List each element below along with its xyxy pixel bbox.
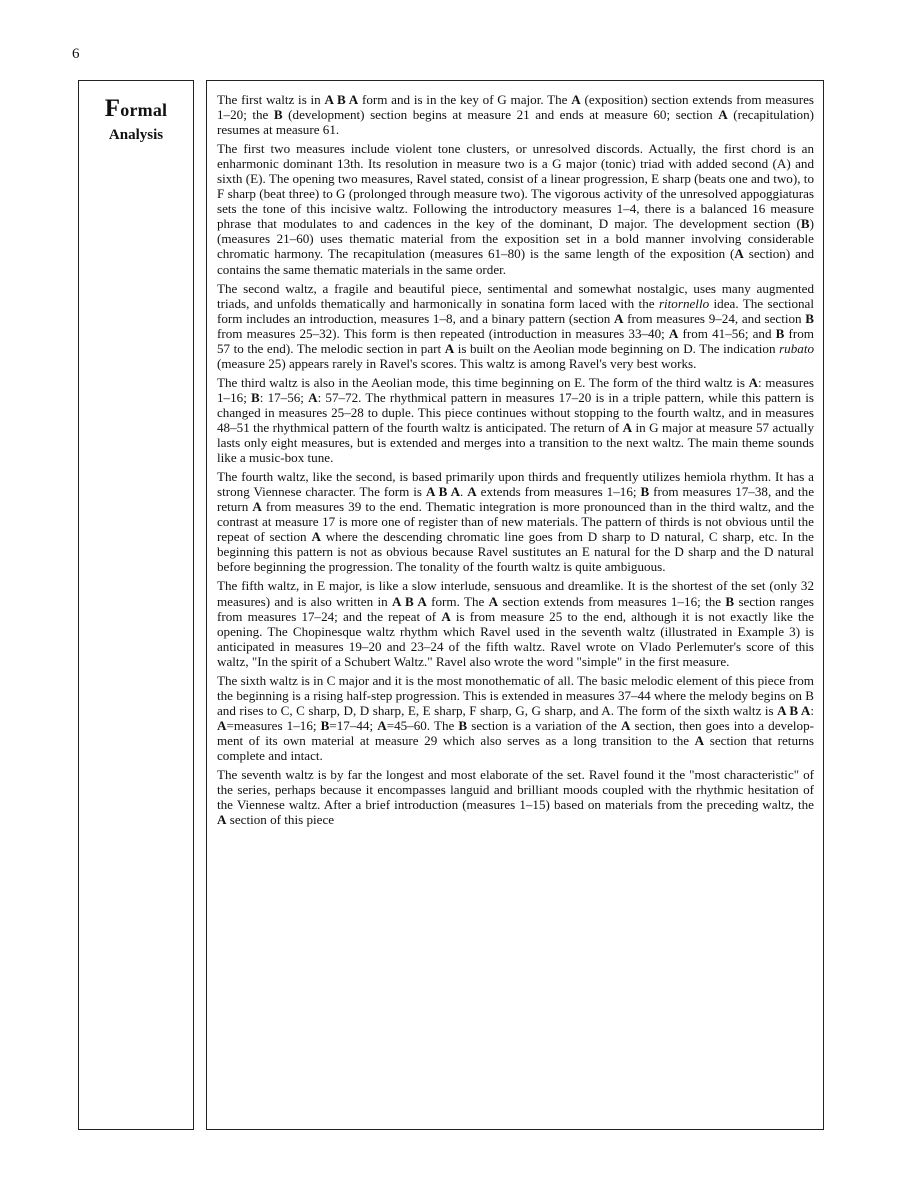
text-run: The fourth waltz, like the second, is based primarily upon thirds and frequently utilizes hemiola rhythm. It has a strong Viennese character. The form is [217,469,814,500]
bold-text: A B A [425,484,461,500]
bold-text: A [748,374,759,390]
text-run: from measures 9–24, and section [623,310,806,326]
bold-text: A [377,717,387,733]
sidebar-heading-box [78,80,194,1130]
text-run: : measures 1–16; [217,374,814,405]
paragraph [217,92,814,137]
text-run: : 17–56; [259,389,309,405]
text-run: from measures 17–38, and the return [217,484,815,515]
analysis-text-box [206,80,824,1130]
italic-text: rubato [779,340,814,356]
bold-text: A [217,717,227,733]
text-run: (development) section begins at measure 21 and ends at measure 60; section [282,107,719,123]
text-run: : 57–72. The rhythmical pattern in measures 17–20 is in a triple pattern, while this pattern is changed in measures 25–28 to duple. This piece continues without stopping to the fourth waltz, and in measures 48–51 the rhythmical pattern of the fourth waltz is anticipated. The return of [217,389,815,435]
text-run: =17–44; [329,717,378,733]
text-run: The sixth waltz is in C major and it is the most monothematic of all. The basic melodic element of this piece from the beginning is a rising half-step progression. This is extended in measures 37–44 where the melody begins on B and rises to C, C sharp, D, D sharp, E, E sharp, F sharp, G, G sharp, and A. The form of the sixth waltz is [217,672,814,718]
bold-text: A [488,593,499,609]
paragraph [217,767,814,827]
text-run: from measures 39 to the end. Thematic integration is more pronounced than in the third waltz, and the contrast at measure 17 is more one of register than of new materials. The pattern of thirds is not obvious until the repeat of section [217,499,815,545]
bold-text: A [734,246,744,262]
text-run: =45–60. The [386,717,459,733]
heading-word-analysis: Analysis [108,126,164,143]
text-run: in G major at measure 57 actually lasts only eight measures, but is extended and merges into a transition to the next waltz. The main theme sounds like a music-box tune. [217,419,814,466]
text-run: form. The [426,593,489,609]
text-run: The third waltz is also in the Aeolian mode, this time beginning on E. The form of the third waltz is [217,374,749,390]
paragraph [217,469,814,574]
text-run: idea. The sectional form includes an introduction, measures 1–8, and a binary pattern (section [217,295,815,326]
text-run: The first two measures include violent tone clusters, or unresolved discords. Actually, the first chord is an enharmonic dominant 13th. Its resolution in measure two is a G major (tonic) triad with added second (A) and sixth (E). The opening two measures, Ravel stated, consist of a linear progression, E sharp (beats one and two), to F sharp (beat three) to G (prolonged through measure two). The vigorous activity of the unresolved appoggiaturas sets the tone of this incisive waltz. Following the introductory measures 1–4, there is a balanced 16 measure phrase that modulates to and cadences in the key of the dominant, D major. The development section ( [217,141,814,232]
bold-text: A [308,389,318,405]
text-run: The first waltz is in [217,92,325,107]
text-run: from measures 25–32). This form is then repeated (introduction in measures 33–40; [217,325,669,341]
bold-text: B [640,484,650,500]
text-run: form and is in the key of G major. The [358,92,572,107]
paragraph [217,281,814,371]
bold-text: A B A [777,702,811,718]
bold-text: A [311,529,321,545]
analysis-body [217,92,814,827]
bold-text: B [320,717,330,733]
heading-word-formal [79,95,193,124]
bold-text: A [620,717,631,733]
text-run: is from measure 25 to the end, although it is not exactly like the opening. The Chopinesque waltz rhythm which Ravel used in the seventh waltz (illustrated in Example 3) is anticipated in measures 19–20 and 23–24 of the fifth waltz. Ravel wrote on Vlado Perlemuter's score of this waltz, "In the spirit of a Schubert Waltz." Ravel also wrote the word "simple" in the first measure. [217,608,814,669]
text-run: section) and contains the same thematic materials in the same order. [217,246,814,277]
bold-text: A [622,419,633,435]
bold-text: B [800,216,810,232]
bold-text: A [444,340,455,356]
text-run: The second waltz, a fragile and beautiful piece, sentimental and somewhat nostalgic, uses many augmented triads, and unfolds thematically and harmonically in sonatina form laced with the [217,280,814,311]
bold-text: A [718,107,728,123]
text-run: section, then goes into a development of its own material at measure 29 which also serves as a long transition to the [217,717,814,748]
bold-text: A [252,499,262,515]
text-run: (exposition) section extends from measures 1–20; the [217,92,814,123]
text-run: from 57 to the end). The melodic section in part [217,325,814,356]
paragraph [217,673,814,763]
italic-text: ritornello [658,295,710,311]
bold-text: A [668,325,679,341]
text-run: The fifth waltz, in E major, is like a slow interlude, sensuous and dreamlike. It is the shortest of the set (only 32 measures) and is also written in [217,578,814,609]
bold-text: A [571,92,581,107]
bold-text: B [458,717,468,733]
text-run: section is a variation of the [467,717,621,733]
heading-initial: F [104,95,121,122]
text-run: from 41–56; and [678,325,776,341]
text-run: ) (measures 21–60) uses thematic material from the exposition set in a bold manner involving considerable chromatic harmony. The recapitulation (measures 61–80) is the same length of the exposition ( [217,216,814,262]
text-run: =measures 1–16; [226,717,321,733]
bold-text: B [775,325,785,341]
text-run: section extends from measures 1–16; the [498,593,726,609]
paragraph [217,375,814,465]
bold-text: A [467,484,477,500]
section-heading [79,95,193,144]
bold-text: A B A [324,92,359,107]
bold-text: A [694,732,705,748]
paragraph [217,578,814,668]
bold-text: A [217,812,227,828]
text-run: (recapitulation) resumes at measure 61. [217,107,814,138]
bold-text: B [725,593,735,609]
text-run: where the descending chromatic line goes from D sharp to D natural, C sharp, etc. In the beginning this pattern is not as obvious because Ravel sustitutes an E natural for the D sharp and the D natural before beginning the progression. The tonality of the fourth waltz is quite ambiguous. [217,529,814,575]
bold-text: A [441,608,451,624]
paragraph [217,141,814,276]
bold-text: B [805,310,814,326]
heading-word-rest: ormal [120,100,168,120]
text-run: . [460,484,468,500]
bold-text: A B A [391,593,427,609]
text-run: (measure 25) appears rarely in Ravel's scores. This waltz is among Ravel's very best works. [217,355,697,371]
text-run: section ranges from measures 17–24; and the repeat of [217,593,815,624]
text-run: is built on the Aeolian mode beginning on D. The indication [454,340,780,356]
text-run: extends from measures 1–16; [476,484,641,500]
text-run: : [810,702,815,718]
text-run: section that returns complete and intact. [217,732,814,763]
bold-text: B [251,389,260,405]
bold-text: A [613,310,624,326]
page-number: 6 [72,46,80,62]
text-run: The seventh waltz is by far the longest and most elaborate of the set. Ravel found it the "most characteristic" of the series, perhaps because it encompasses languid and brilliant moods coupled with the rhythmic hesitation of the Viennese waltz. After a brief introduction (measures 1–15) based on materials from the preceding waltz, the [217,767,814,813]
bold-text: B [273,107,283,123]
text-run: section of this piece [226,812,335,828]
